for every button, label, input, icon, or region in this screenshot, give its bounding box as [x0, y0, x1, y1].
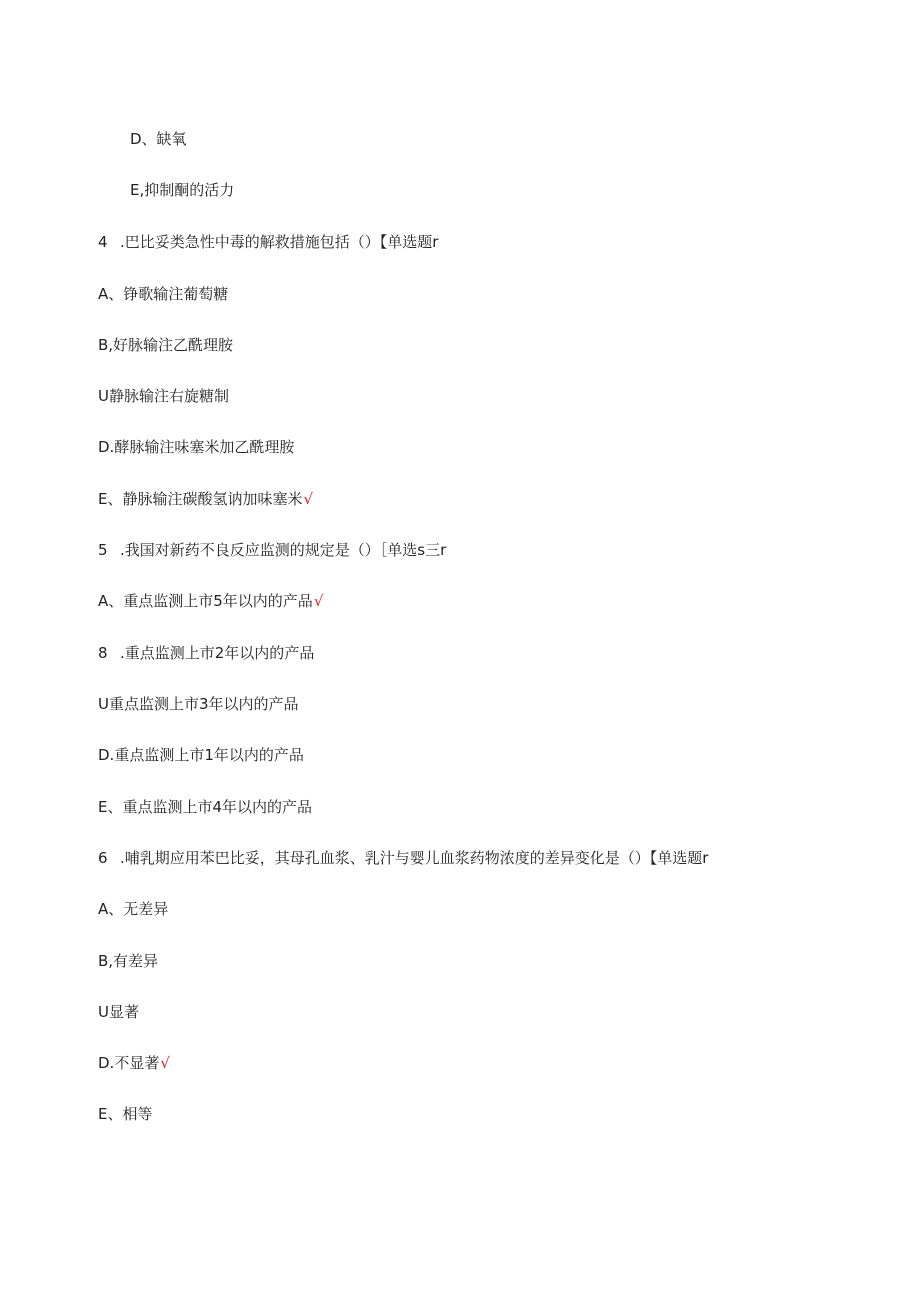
option-line	[98, 488, 313, 510]
option-text: D.重点监测上市1年以内的产品	[98, 746, 304, 764]
option-line	[98, 744, 305, 766]
option-text: D.不显著	[98, 1054, 160, 1072]
option-text: U显著	[98, 1003, 139, 1021]
question-stem	[98, 847, 708, 869]
option-line	[130, 128, 188, 150]
question-number: 4	[98, 233, 108, 251]
option-line	[98, 1103, 153, 1125]
question-number: 5	[98, 541, 108, 559]
option-line	[98, 898, 169, 920]
option-line	[98, 796, 313, 818]
option-text: A、无差异	[98, 900, 169, 918]
question-number: 6	[98, 849, 108, 867]
option-line	[98, 436, 295, 458]
option-text: E、静脉输注碳酸氢讷加味塞米	[98, 490, 303, 508]
option-line	[98, 385, 230, 407]
option-text: D.酵脉输注味塞米加乙酰理胺	[98, 438, 295, 456]
option-line	[98, 642, 314, 664]
option-text: E、相等	[98, 1105, 153, 1123]
option-text: B,好脉输注乙酰理胺	[98, 336, 234, 354]
option-text: B,有差异	[98, 952, 159, 970]
check-mark-icon: √	[313, 592, 324, 610]
option-text: .重点监测上市2年以内的产品	[120, 644, 315, 662]
option-line	[130, 179, 235, 201]
option-text: E,抑制酮的活力	[130, 181, 235, 199]
option-line	[98, 950, 159, 972]
check-mark-icon: √	[303, 490, 314, 508]
option-line	[98, 693, 300, 715]
option-text: A、铮歌输注葡萄糖	[98, 285, 229, 303]
option-line	[98, 590, 323, 612]
question-stem	[98, 231, 438, 253]
option-text: D、缺氧	[130, 130, 187, 148]
option-text: A、重点监测上市5年以内的产品	[98, 592, 313, 610]
question-text: .哺乳期应用苯巴比妥，其母孔血浆、乳汁与婴儿血浆药物浓度的差异变化是（）【单选题r	[120, 849, 709, 867]
option-line	[98, 1001, 140, 1023]
question-stem	[98, 539, 446, 561]
option-text: U静脉输注右旋糖制	[98, 387, 229, 405]
question-text: .我国对新药不良反应监测的规定是（）［单选s三r	[120, 541, 447, 559]
option-number: 8	[98, 644, 108, 662]
option-text: E、重点监测上市4年以内的产品	[98, 798, 313, 816]
option-line	[98, 283, 229, 305]
check-mark-icon: √	[160, 1054, 170, 1072]
question-text: .巴比妥类急性中毒的解救措施包括（）【单选题r	[120, 233, 439, 251]
option-text: U重点监测上市3年以内的产品	[98, 695, 299, 713]
option-line	[98, 334, 234, 356]
option-line	[98, 1052, 170, 1074]
